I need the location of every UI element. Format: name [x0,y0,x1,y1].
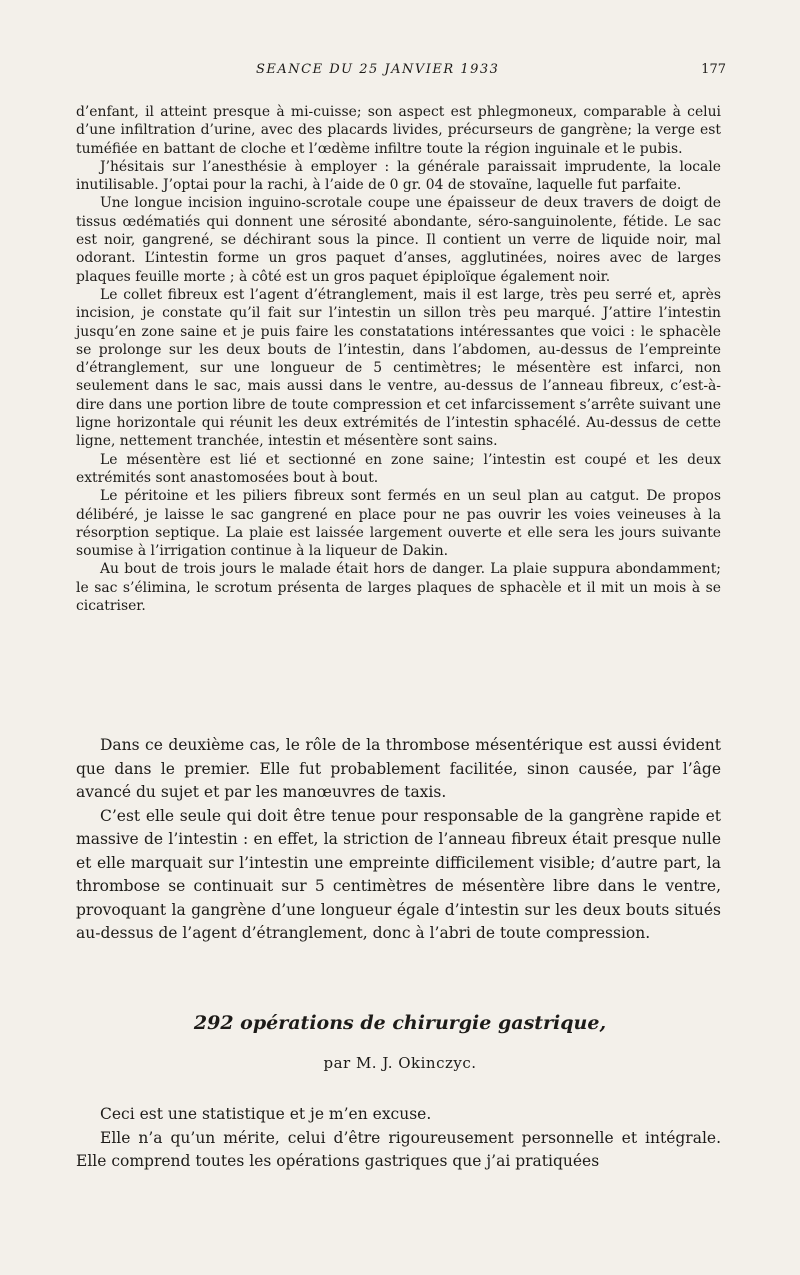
paragraph: Une longue incision inguino-scrotale coupe une épaisseur de deux travers de doigt de tissus œdématiés qui donnent une sérosité abondante, séro-sanguinolente, fétide. Le sac est noir, gangrené, se déchirant sous la pince. Il contient un verre de liquide noir, mal odorant. L’intestin forme un gros paquet d’anses, agglutinées, noires avec de larges plaques feuille morte ; à côté est un gros paquet épiploïque également noir. [76,195,721,285]
paragraph: d’enfant, il atteint presque à mi-cuisse; son aspect est phlegmoneux, comparable à celui d’une infiltration d’urine, avec des placards livides, précurseurs de gangrène; la verge est tuméfiée en battant de cloche et l’œdème infiltre toute la région inguinale et le pubis. [76,104,721,157]
paragraph: Le péritoine et les piliers fibreux sont fermés en un seul plan au catgut. De propos délibéré, je laisse le sac gangrené en place pour ne pas ouvrir les voies veineuses à la résorption septique. La plaie est laissée largement ouverte et elle sera les jours suivante soumise à l’irrigation continue à la liqueur de Dakin. [76,488,721,560]
page-number: 177 [701,62,726,77]
paragraph: J’hésitais sur l’anesthésie à employer : la générale paraissait imprudente, la locale inutilisable. J’optai pour la rachi, à l’aide de 0 gr. 04 de stovaïne, laquelle fut parfaite. [76,158,721,194]
paragraph: Elle n’a qu’un mérite, celui d’être rigoureusement personnelle et intégrale. Elle comprend toutes les opérations gastriques que j’ai pratiquées [76,1128,721,1170]
paragraph: C’est elle seule qui doit être tenue pour responsable de la gangrène rapide et massive de l’intestin : en effet, la striction de l’anneau fibreux était presque nulle et elle marquait sur l’intestin une empreinte difficilement visible; d’autre part, la thrombose se continuait sur 5 centimètres de mésentère libre dans le ventre, provoquant la gangrène d’une longueur égale d’intestin sur les deux bouts situés au-dessus de l’agent d’étranglement, donc à l’abri de toute compression. [76,806,721,942]
article-title: 292 opérations de chirurgie gastrique, [193,1012,607,1034]
paragraph: Dans ce deuxième cas, le rôle de la thrombose mésentérique est aussi évident que dans le premier. Elle fut probablement facilitée, sinon causée, par l’âge avancé du sujet et par les manœuvres de taxis. [76,736,721,801]
article-body [76,1103,721,1174]
article-byline: par M. J. Okinczyc. [323,1054,477,1072]
paragraph: Ceci est une statistique et je m’en excuse. [100,1105,432,1123]
discussion-text [76,734,721,946]
paragraph: Au bout de trois jours le malade était hors de danger. La plaie suppura abondamment; le sac s’élimina, le scrotum présenta de larges plaques de sphacèle et il mit un mois à se cicatriser. [76,561,721,615]
paragraph: Le collet fibreux est l’agent d’étranglement, mais il est large, très peu serré et, après incision, je constate qu’il fait sur l’intestin un sillon très peu marqué. J’attire l’intestin jusqu’en zone saine et je puis faire les constatations intéressantes que voici : le sphacèle se prolonge sur les deux bouts de l’intestin, dans l’abdomen, au-dessus de l’empreinte d’étranglement, sur une longueur de 5 centimètres; le mésentère est infarci, non seulement dans le sac, mais aussi dans le ventre, au-dessus de l’anneau fibreux, c’est-à-dire dans une portion libre de toute compression et cet infarcissement s’arrête suivant une ligne horizontale qui réunit les deux extrémités de l’intestin sphacélé. Au-dessus de cette ligne, nettement tranchée, intestin et mésentère sont sains. [76,286,721,450]
paragraph: Le mésentère est lié et sectionné en zone saine; l’intestin est coupé et les deux extrémités sont anastomosées bout à bout. [76,451,721,486]
case-report-text [76,103,721,615]
running-head: SEANCE DU 25 JANVIER 1933 [256,62,500,77]
